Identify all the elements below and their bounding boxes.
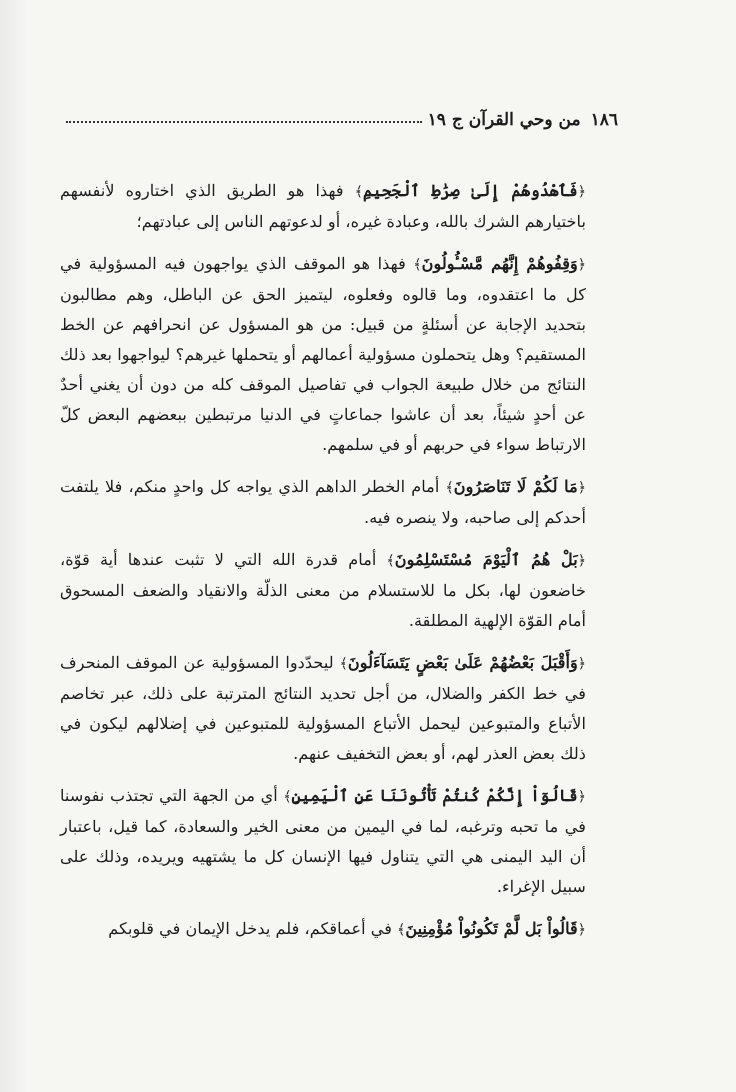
quran-verse: مَا لَكُمْ لَا تَنَاصَرُونَ bbox=[453, 477, 578, 496]
verse-close-bracket: ﴾ bbox=[386, 553, 395, 569]
paragraph bbox=[60, 176, 586, 237]
verse-close-bracket: ﴾ bbox=[445, 480, 454, 496]
quran-verse: وَقِفُوهُمْ إِنَّهُم مَّسْـُٔولُونَ bbox=[421, 254, 578, 273]
paragraph bbox=[60, 648, 586, 769]
commentary-text: فهذا هو الطريق الذي اختاروه لأنفسهم باختيارهم الشرك بالله، وعبادة غيره، أو لدعوتهم الناس إلى عبادتهم؛ bbox=[60, 181, 586, 231]
quran-verse: وَأَقْبَلَ بَعْضُهُمْ عَلَىٰ بَعْضٍ يَتَسَآءَلُونَ bbox=[347, 653, 578, 672]
paragraph bbox=[60, 545, 586, 636]
commentary-text: أمام الخطر الداهم الذي يواجه كل واحدٍ منكم، فلا يلتفت أحدكم إلى صاحبه، ولا ينصره فيه. bbox=[60, 477, 586, 527]
quran-verse: بَلْ هُمُ ٱلْيَوْمَ مُسْتَسْلِمُونَ bbox=[394, 550, 578, 569]
verse-close-bracket: ﴾ bbox=[283, 789, 292, 805]
quran-verse: قَالُوٓاْ إِنَّكُمْ كُنتُمْ تَأْتُونَنَا عَنِ ٱلْيَمِينِ bbox=[291, 786, 578, 805]
paragraph bbox=[60, 914, 586, 945]
verse-open-bracket: ﴿ bbox=[577, 656, 586, 672]
commentary-text: ليحدّدوا المسؤولية عن الموقف المنحرف في خط الكفر والضلال، من أجل تحديد النتائج المترتبة على ذلك، عبر تخاصم الأتباع والمتبوعين ليحمل الأتباع المسؤولية للمتبوعين في إضلالهم ليكون في ذلك بعض العذر لهم، أو بعض التخفيف عنهم. bbox=[60, 653, 586, 763]
commentary-text: فهذا هو الموقف الذي يواجهون فيه المسؤولية في كل ما اعتقدوه، وما قالوه وفعلوه، ليتميز الحق عن الباطل، وهم مطالبون بتحديد الإجابة عن أسئلةٍ من قبيل: من هو المسؤول عن انحرافهم عن الخط المستقيم؟ وهل يتحملون مسؤولية أعمالهم أو يتحملها غيرهم؟ ليواجهوا بعد ذلك النتائج من خلال طبيعة الجواب في تفاصيل الموقف كله من دون أن يغني أحدٌ عن أحدٍ شيئاً، بعد أن عاشوا جماعاتٍ في الدنيا مرتبطين ببعضهم البعض كلّ الارتباط سواء في حربهم أو في سلمهم. bbox=[60, 254, 586, 454]
commentary-text: في أعماقكم، فلم يدخل الإيمان في قلوبكم bbox=[108, 919, 392, 938]
page-number: ١٨٦ bbox=[590, 110, 618, 130]
paragraph bbox=[60, 472, 586, 533]
verse-open-bracket: ﴿ bbox=[577, 922, 586, 938]
verse-close-bracket: ﴾ bbox=[397, 922, 406, 938]
page-body bbox=[60, 176, 586, 957]
book-title: من وحي القرآن ج ١٩ bbox=[427, 110, 581, 130]
verse-close-bracket: ﴾ bbox=[413, 257, 422, 273]
header-dot-leader bbox=[66, 120, 422, 123]
running-header bbox=[60, 96, 618, 130]
paragraph bbox=[60, 781, 586, 902]
commentary-text: أمام قدرة الله التي لا تثبت عندها أية قوّة، خاضعون لها، بكل ما للاستسلام من معنى الذلّة والانقياد والضعف المسحوق أمام القوّة الإلهية المطلقة. bbox=[60, 550, 586, 630]
commentary-text: أي من الجهة التي تجتذب نفوسنا في ما تحبه وترغبه، لما في اليمين من معنى الخير والسعادة، كما قيل، باعتبار أن اليد اليمنى هي التي يتناول فيها الإنسان كل ما يشتهيه ويريده، وذلك على سبيل الإغراء. bbox=[60, 786, 586, 896]
verse-close-bracket: ﴾ bbox=[354, 184, 363, 200]
verse-close-bracket: ﴾ bbox=[339, 656, 348, 672]
quran-verse: قَالُواْ بَل لَّمْ تَكُونُواْ مُؤْمِنِينَ bbox=[405, 919, 578, 938]
quran-verse: فَٱهْدُوهُمْ إِلَىٰ صِرَٰطِ ٱلْجَحِيمِ bbox=[362, 181, 578, 200]
verse-open-bracket: ﴿ bbox=[577, 789, 586, 805]
verse-open-bracket: ﴿ bbox=[577, 257, 586, 273]
paragraph bbox=[60, 249, 586, 460]
verse-open-bracket: ﴿ bbox=[577, 480, 586, 496]
verse-open-bracket: ﴿ bbox=[577, 553, 586, 569]
verse-open-bracket: ﴿ bbox=[577, 184, 586, 200]
